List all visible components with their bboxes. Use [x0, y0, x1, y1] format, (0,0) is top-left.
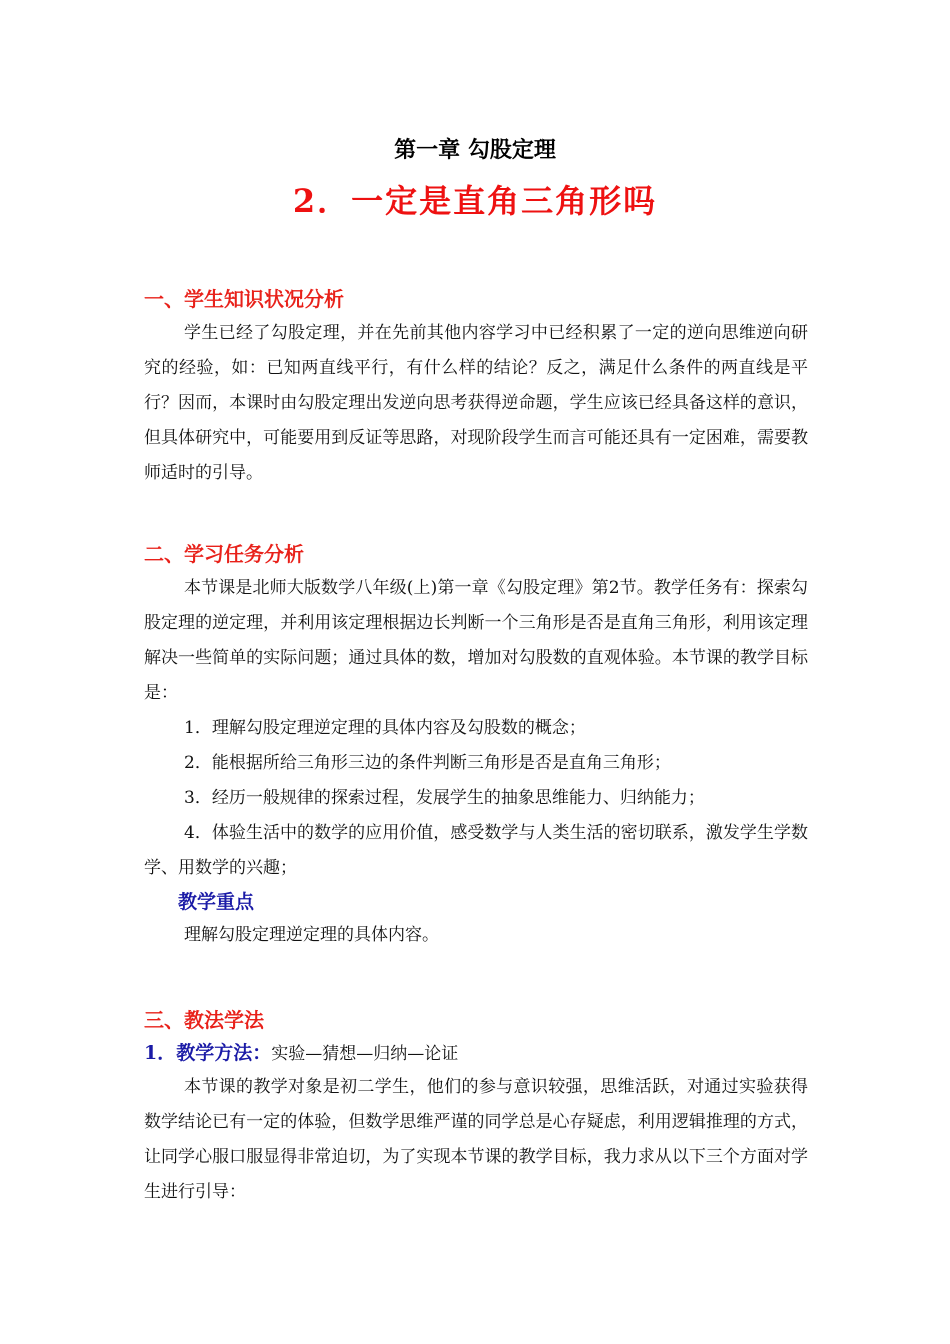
method-line [144, 1037, 808, 1070]
section3-paragraph: 本节课的教学对象是初二学生，他们的参与意识较强，思维活跃，对通过实验获得数学结论已有一定的体验，但数学思维严谨的同学总是心存疑虑，利用逻辑推理的方式，让同学心服口服显得非常迫切，为了实现本节课的教学目标，我力求从以下三个方面对学生进行引导： [144, 1077, 808, 1202]
goal-item: 1．理解勾股定理逆定理的具体内容及勾股数的概念； [184, 718, 586, 738]
section-student-analysis [144, 284, 808, 491]
key-point-heading: 教学重点 [178, 891, 255, 913]
method-label: 1．教学方法： [144, 1042, 272, 1064]
section-task-analysis [144, 539, 808, 953]
goal-item: 4．体验生活中的数学的应用价值，感受数学与人类生活的密切联系，激发学生学数学、用数学的兴趣； [144, 823, 808, 878]
section2-heading: 二、学习任务分析 [144, 542, 304, 566]
section3-heading: 三、教法学法 [144, 1008, 264, 1032]
goal-item: 3．经历一般规律的探索过程，发展学生的抽象思维能力、归纳能力； [184, 788, 705, 808]
method-text: 实验—猜想—归纳—论证 [271, 1044, 459, 1064]
goal-item: 2．能根据所给三角形三边的条件判断三角形是否是直角三角形； [184, 753, 671, 773]
chapter-title: 第一章 勾股定理 [394, 137, 556, 163]
section1-paragraph: 学生已经了勾股定理，并在先前其他内容学习中已经积累了一定的逆向思维逆向研究的经验，如：已知两直线平行，有什么样的结论？反之，满足什么条件的两直线是平行？因而，本课时由勾股定理出发逆向思考获得逆命题，学生应该已经具备这样的意识，但具体研究中，可能要用到反证等思路，对现阶段学生而言可能还具有一定困难，需要教师适时的引导。 [144, 323, 808, 483]
lesson-title: 2．一定是直角三角形吗 [292, 182, 658, 220]
key-point-text: 理解勾股定理逆定理的具体内容。 [184, 925, 439, 945]
section-teaching-methods [144, 1005, 808, 1210]
section2-paragraph: 本节课是北师大版数学八年级(上)第一章《勾股定理》第2节。教学任务有：探索勾股定理的逆定理，并利用该定理根据边长判断一个三角形是否是直角三角形，利用该定理解决一些简单的实际问题；通过具体的数，增加对勾股数的直观体验。本节课的教学目标是： [144, 578, 808, 703]
section1-heading: 一、学生知识状况分析 [144, 287, 344, 311]
